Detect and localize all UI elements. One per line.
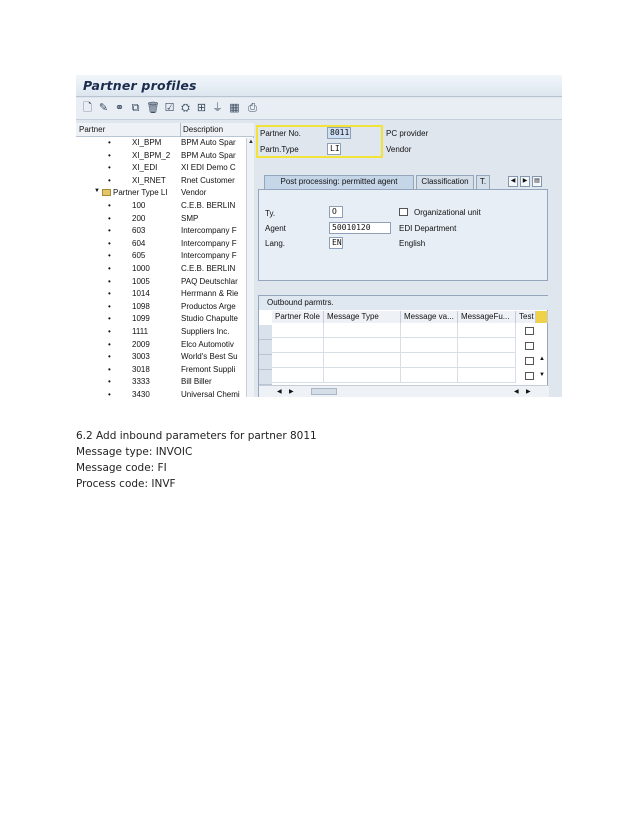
window-title: Partner profiles (83, 78, 197, 93)
tree-key: 605 (132, 251, 146, 261)
tree-bullet: • (108, 251, 111, 261)
expand-triangle-icon[interactable]: ▼ (94, 188, 100, 195)
tree-row[interactable] (76, 151, 246, 164)
tree-desc: World's Best Su (181, 352, 238, 362)
doc-message-type: Message type: INVOIC (76, 446, 193, 458)
collapse-icon[interactable]: ⊞ (196, 102, 207, 114)
tree-key: 1005 (132, 276, 150, 286)
tree-key: 3333 (132, 377, 150, 387)
tab-telephony[interactable]: T. (476, 175, 490, 189)
tree-bullet: • (108, 175, 111, 185)
toolbar (76, 98, 562, 120)
tree-row[interactable] (76, 201, 246, 214)
col-message-function[interactable]: MessageFu... (458, 311, 516, 323)
tree-bullet: • (108, 138, 111, 147)
tree-row[interactable] (76, 340, 246, 353)
table-cell[interactable] (324, 368, 401, 383)
tree-key: 1099 (132, 314, 150, 324)
ty-label: Ty. (265, 209, 276, 218)
sap-screenshot (76, 75, 562, 397)
h-scroll-left-icon[interactable]: ◀ (277, 389, 282, 395)
tree-desc: Studio Chapulte (181, 314, 238, 324)
row-selector[interactable] (259, 355, 272, 370)
tree-key: 100 (132, 201, 146, 210)
delete-trash-icon[interactable]: 🗑 (146, 102, 160, 114)
check-icon[interactable]: ☑ (164, 102, 175, 114)
copy-icon[interactable]: ⧉ (131, 102, 140, 114)
doc-message-code: Message code: FI (76, 462, 167, 474)
ty-input[interactable]: O (329, 206, 343, 218)
tree-bullet: • (108, 377, 111, 387)
tree-desc: Fremont Suppli (181, 364, 236, 374)
tree-header (76, 123, 254, 137)
table-cell[interactable] (324, 323, 401, 338)
tab-panel (258, 189, 548, 281)
tree-folder-key (102, 188, 188, 197)
table-cell[interactable] (401, 338, 458, 353)
tree-bullet: • (108, 201, 111, 210)
table-cell[interactable] (272, 368, 324, 383)
tree-row[interactable] (76, 239, 246, 252)
tree-bullet: • (108, 163, 111, 173)
tree-desc: Productos Arge (181, 301, 236, 311)
tree-row[interactable] (76, 138, 246, 151)
tree-bullet: • (108, 364, 111, 374)
agent-description: EDI Department (399, 224, 457, 233)
table-cell[interactable] (272, 323, 324, 338)
tree-key: 603 (132, 226, 146, 236)
partn-type-input[interactable]: LI (327, 143, 341, 155)
tree-desc: Herrmann & Rie (181, 289, 239, 299)
doc-step-heading: 6.2 Add inbound parameters for partner 8011 (76, 430, 317, 442)
table-cell[interactable] (458, 338, 516, 353)
table-cell[interactable] (272, 338, 324, 353)
org-unit-checkbox-icon (399, 208, 408, 216)
tree-desc: Elco Automotiv (181, 339, 234, 349)
table-cell[interactable] (272, 353, 324, 368)
col-test[interactable]: Test (516, 311, 536, 323)
tree-row[interactable] (76, 163, 246, 176)
partn-type-description: Vendor (386, 145, 412, 154)
tree-bullet: • (108, 213, 111, 223)
agent-label: Agent (265, 224, 286, 233)
row-selector[interactable] (259, 325, 272, 340)
horizontal-scrollbar[interactable] (259, 385, 549, 397)
tree-key: 604 (132, 238, 146, 248)
tree-key: 1014 (132, 289, 150, 299)
tree-row[interactable] (76, 176, 246, 189)
tree-desc: Intercompany F (181, 226, 237, 236)
h-scroll-right-icon[interactable]: ▶ (289, 389, 294, 395)
tree-row[interactable] (76, 302, 246, 315)
tree-bullet: • (108, 390, 111, 397)
tree-bullet: • (108, 276, 111, 286)
outbound-params-table (258, 295, 548, 397)
tree-row[interactable] (76, 390, 246, 397)
tree-key: 200 (132, 213, 146, 223)
tree-col-partner: Partner (79, 125, 106, 134)
table-cell[interactable] (458, 368, 516, 383)
tree-row[interactable] (76, 251, 246, 264)
tree-bullet: • (108, 238, 111, 248)
tree-bullet: • (108, 327, 111, 336)
table-cell[interactable] (324, 353, 401, 368)
col-partner-role[interactable]: Partner Role (272, 311, 324, 323)
tree-bullet: • (108, 289, 111, 299)
tree-desc: Rnet Customer (181, 175, 235, 185)
table-cell[interactable] (401, 323, 458, 338)
doc-process-code: Process code: INVF (76, 478, 176, 490)
tree-row[interactable] (76, 377, 246, 390)
tree-bullet: • (108, 226, 111, 236)
tree-key: XI_BPM_2 (132, 150, 171, 160)
tab-list-icon[interactable]: ▤ (532, 176, 542, 187)
tree-row[interactable] (76, 226, 246, 239)
tree-key: 1098 (132, 301, 150, 311)
lang-description: English (399, 239, 426, 248)
tree-scrollbar[interactable] (246, 138, 254, 397)
tree-row[interactable] (76, 289, 246, 302)
tab-post-processing[interactable]: Post processing: permitted agent (264, 175, 414, 189)
tree-desc: C.E.B. BERLIN (181, 264, 236, 273)
display-glasses-icon[interactable]: ⚭ (114, 102, 125, 114)
tree-key: 1111 (132, 327, 149, 336)
hierarchy-icon[interactable]: ⏚ (212, 102, 223, 114)
tree-key: 3003 (132, 352, 150, 362)
partner-no-label: Partner No. (260, 129, 301, 138)
tree-bullet: • (108, 301, 111, 311)
test-checkbox[interactable] (525, 327, 534, 335)
tree-desc: Vendor (181, 188, 207, 198)
tree-bullet: • (108, 352, 111, 362)
tree-bullet: • (108, 339, 111, 349)
partner-tree (76, 123, 254, 397)
tree-col-description: Description (183, 125, 224, 134)
tree-desc: XI EDI Demo C (181, 163, 236, 173)
col-message-variant[interactable]: Message va... (401, 311, 458, 323)
tree-folder-row[interactable] (76, 188, 246, 201)
tree-key: 3430 (132, 390, 150, 397)
tab-scroll-left-icon[interactable]: ◀ (508, 176, 518, 187)
tree-key: 2009 (132, 339, 150, 349)
lang-label: Lang. (265, 239, 286, 248)
tree-rows (76, 138, 246, 397)
tree-row[interactable] (76, 214, 246, 227)
table-cell[interactable] (324, 338, 401, 353)
tree-desc: Suppliers Inc. (181, 327, 230, 336)
tree-row[interactable] (76, 327, 246, 340)
tree-desc: Intercompany F (181, 238, 237, 248)
tree-desc: Intercompany F (181, 251, 237, 261)
outbound-params-title: Outbound parmtrs. (259, 296, 549, 310)
new-document-icon[interactable]: 🗋 (83, 102, 92, 114)
tree-row[interactable] (76, 365, 246, 378)
grid-scroll-down-icon[interactable]: ▼ (539, 372, 545, 378)
tab-classification[interactable]: Classification (416, 175, 474, 189)
title-bar (76, 75, 562, 97)
row-selector[interactable] (259, 340, 272, 355)
tree-desc: Bill Biller (181, 377, 212, 387)
where-used-icon[interactable]: ⛭ (181, 102, 190, 114)
tree-bullet: • (108, 314, 111, 324)
table-cell[interactable] (401, 368, 458, 383)
ty-description: Organizational unit (414, 208, 481, 217)
column-config-icon[interactable] (536, 311, 548, 323)
table-cell[interactable] (458, 353, 516, 368)
grid-scroll-up-icon[interactable]: ▲ (539, 356, 545, 362)
col-message-type[interactable]: Message Type (324, 311, 401, 323)
h-scroll-thumb[interactable] (311, 388, 337, 395)
partn-type-label: Partn.Type (260, 145, 299, 154)
agent-input[interactable]: 50010120 (329, 222, 391, 234)
tree-key: 3018 (132, 364, 150, 374)
test-checkbox[interactable] (525, 357, 534, 365)
tree-key: XI_BPM (132, 138, 162, 147)
test-checkbox[interactable] (525, 372, 534, 380)
h-scroll-left-end-icon[interactable]: ◀ (514, 389, 519, 395)
lang-input[interactable]: EN (329, 237, 343, 249)
tree-desc: PAQ Deutschlar (181, 276, 238, 286)
tree-desc: Universal Chemi (181, 390, 240, 397)
tree-row[interactable] (76, 264, 246, 277)
test-checkbox[interactable] (525, 342, 534, 350)
layout-icon[interactable]: ▦ (229, 102, 240, 114)
tree-desc: C.E.B. BERLIN (181, 201, 236, 210)
print-icon[interactable]: ⎙ (248, 102, 257, 114)
tree-desc: BPM Auto Spar (181, 138, 236, 147)
tree-bullet: • (108, 150, 111, 160)
partner-no-description: PC provider (386, 129, 429, 138)
tree-bullet: • (108, 264, 111, 273)
tree-key: 1000 (132, 264, 150, 273)
scroll-up-icon[interactable]: ▲ (248, 139, 254, 145)
partner-no-input[interactable]: 8011 (327, 127, 351, 139)
row-selector[interactable] (259, 370, 272, 385)
table-cell[interactable] (401, 353, 458, 368)
tree-folder-label: Partner Type LI (113, 188, 168, 198)
tree-desc: SMP (181, 213, 199, 223)
h-scroll-right-end-icon[interactable]: ▶ (526, 389, 531, 395)
tab-scroll-right-icon[interactable]: ▶ (520, 176, 530, 187)
tree-key: XI_EDI (132, 163, 158, 173)
folder-icon (102, 189, 111, 196)
tree-desc: BPM Auto Spar (181, 150, 236, 160)
change-pencil-icon[interactable]: ✎ (98, 102, 109, 114)
tree-key: XI_RNET (132, 175, 166, 185)
tree-row[interactable] (76, 352, 246, 365)
table-cell[interactable] (458, 323, 516, 338)
tree-row[interactable] (76, 277, 246, 290)
tree-row[interactable] (76, 314, 246, 327)
